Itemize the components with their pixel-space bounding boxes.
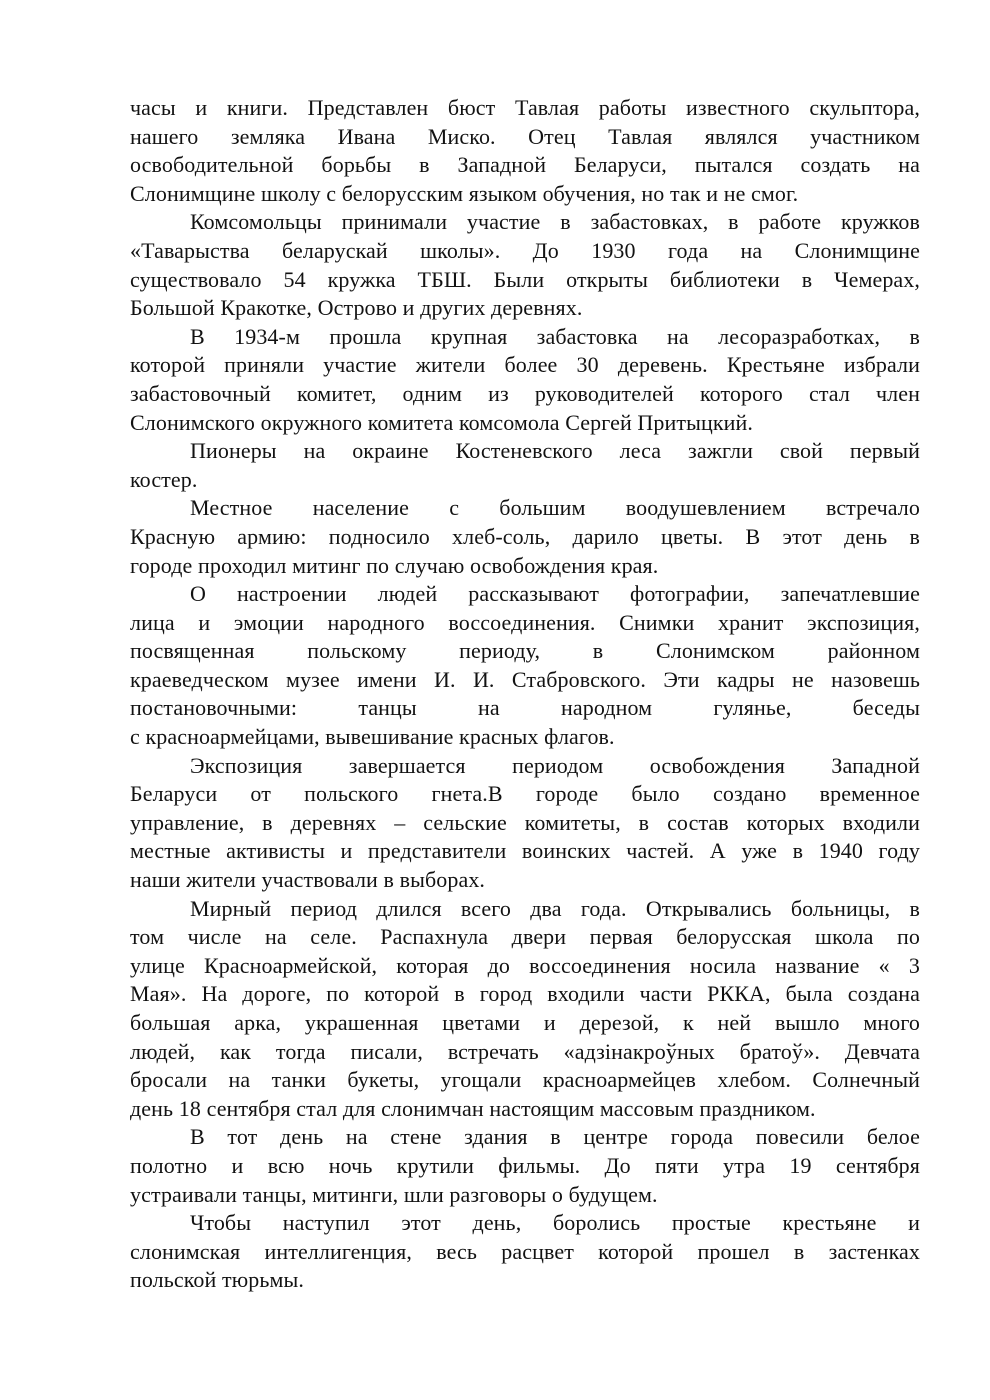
text-line: день 18 сентября стал для слонимчан настоящим массовым праздником.: [130, 1095, 816, 1121]
paragraph: [130, 1123, 920, 1209]
text-line: Большой Кракотке, Острово и других деревнях.: [130, 295, 583, 321]
paragraph: [130, 752, 920, 895]
text-line: улице Красноармейской, которая до воссоединения носила название « 3: [130, 952, 920, 978]
text-line: часы и книги. Представлен бюст Тавлая работы известного скульптора,: [130, 95, 920, 120]
text-line: «Таварыства беларускай школы». До 1930 года на Слонимщине: [130, 237, 920, 263]
text-line: Местное население с большим воодушевлением встречало: [190, 495, 920, 521]
text-line: нашего земляка Ивана Миско. Отец Тавлая являлся участником: [130, 123, 920, 149]
text-line: Комсомольцы принимали участие в забастовках, в работе кружков: [190, 209, 920, 235]
text-line: полотно и всю ночь крутили фильмы. До пяти утра 19 сентября: [130, 1152, 920, 1178]
text-line: В 1934-м прошла крупная забастовка на лесоразработках, в: [190, 323, 920, 349]
text-line: освободительной борьбы в Западной Беларуси, пытался создать на: [130, 152, 920, 178]
text-line: постановочными: танцы на народном гулянье, беседы: [130, 695, 920, 721]
text-line: Чтобы наступил этот день, боролись простые крестьяне и: [190, 1210, 920, 1236]
paragraph: [130, 323, 920, 437]
paragraph: [130, 208, 920, 322]
paragraph: [130, 1209, 920, 1295]
text-line: Беларуси от польского гнета.В городе было создано временное: [130, 781, 920, 807]
text-line: наши жители участвовали в выборах.: [130, 867, 486, 893]
text-line: людей, как тогда писали, встречать «адзінакроўных братоў». Девчата: [130, 1038, 920, 1064]
paragraph: [130, 94, 920, 208]
text-line: Пионеры на окраине Костеневского леса зажгли свой первый: [190, 438, 920, 464]
text-line: местные активисты и представители воинских частей. А уже в 1940 году: [130, 838, 920, 864]
text-line: Слонимского окружного комитета комсомола Сергей Притыцкий.: [130, 409, 754, 435]
text-line: костер.: [130, 466, 198, 492]
text-block: [130, 94, 920, 1295]
text-line: городе проходил митинг по случаю освобождения края.: [130, 552, 659, 578]
text-line: посвященная польскому периоду, в Слонимском районном: [130, 638, 920, 664]
text-line: О настроении людей рассказывают фотографии, запечатлевшие: [190, 581, 920, 607]
paragraph: [130, 580, 920, 752]
text-line: лица и эмоции народного воссоединения. Снимки хранит экспозиция,: [130, 609, 920, 635]
text-line: Мирный период длился всего два года. Открывались больницы, в: [190, 895, 920, 921]
text-line: краеведческом музее имени И. И. Стабровского. Эти кадры не назовешь: [130, 666, 920, 692]
text-line: бросали на танки букеты, угощали красноармейцев хлебом. Солнечный: [130, 1067, 920, 1093]
text-line: том числе на селе. Распахнула двери первая белорусская школа по: [130, 924, 920, 950]
text-line: большая арка, украшенная цветами и дерезой, к ней вышло много: [130, 1010, 920, 1035]
text-line: Экспозиция завершается периодом освобождения Западной: [190, 752, 920, 778]
text-line: устраивали танцы, митинги, шли разговоры о будущем.: [130, 1181, 658, 1207]
text-line: слонимская интеллигенция, весь расцвет которой прошел в застенках: [130, 1238, 920, 1264]
text-line: которой приняли участие жители более 30 деревень. Крестьяне избрали: [130, 352, 920, 378]
paragraph: [130, 494, 920, 580]
text-line: существовало 54 кружка ТБШ. Были открыты библиотеки в Чемерах,: [130, 266, 920, 292]
text-line: польской тюрьмы.: [130, 1267, 304, 1293]
text-line: с красноармейцами, вывешивание красных флагов.: [130, 724, 615, 750]
text-line: Мая». На дороге, по которой в город входили части РККА, была создана: [130, 981, 920, 1007]
text-line: В тот день на стене здания в центре города повесили белое: [190, 1124, 920, 1150]
paragraph: [130, 437, 920, 494]
text-line: Красную армию: подносило хлеб-соль, дарило цветы. В этот день в: [130, 523, 920, 549]
text-line: Слонимщине школу с белорусским языком обучения, но так и не смог.: [130, 180, 799, 206]
paragraph: [130, 895, 920, 1124]
text-line: управление, в деревнях – сельские комитеты, в состав которых входили: [130, 809, 920, 835]
text-line: забастовочный комитет, одним из руководителей которого стал член: [130, 380, 920, 406]
